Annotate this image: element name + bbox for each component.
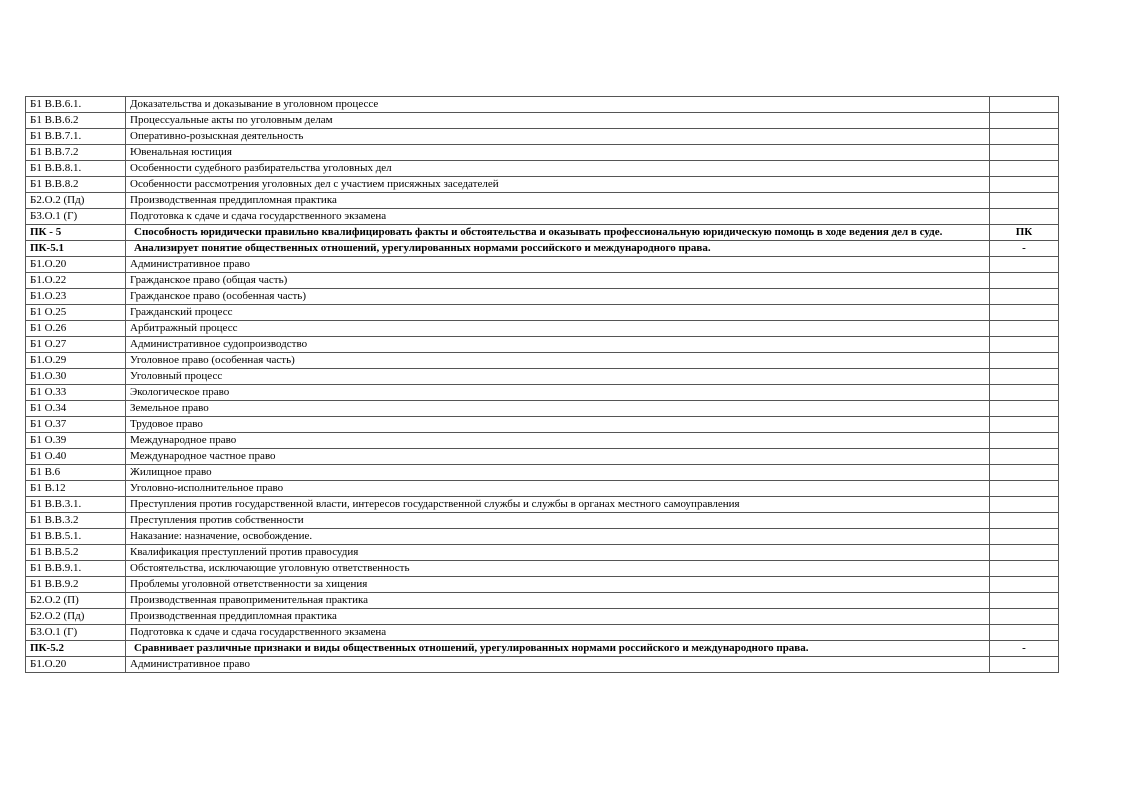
discipline-name: Международное частное право xyxy=(126,449,990,465)
table-body xyxy=(26,97,1059,673)
discipline-row xyxy=(26,449,1059,465)
discipline-name: Подготовка к сдаче и сдача государственного экзамена xyxy=(126,625,990,641)
discipline-name: Арбитражный процесс xyxy=(126,321,990,337)
mark-cell xyxy=(990,561,1059,577)
mark-cell xyxy=(990,433,1059,449)
discipline-code: Б1 О.39 xyxy=(26,433,126,449)
discipline-name: Преступления против собственности xyxy=(126,513,990,529)
competency-code: ПК-5.2 xyxy=(26,641,126,657)
discipline-code: Б1.О.20 xyxy=(26,657,126,673)
discipline-code: Б1 В.6 xyxy=(26,465,126,481)
discipline-code: Б1 О.25 xyxy=(26,305,126,321)
mark-cell: ПК xyxy=(990,225,1059,241)
mark-cell xyxy=(990,337,1059,353)
discipline-name: Обстоятельства, исключающие уголовную ответственность xyxy=(126,561,990,577)
discipline-row xyxy=(26,433,1059,449)
discipline-code: Б1.О.30 xyxy=(26,369,126,385)
discipline-row xyxy=(26,385,1059,401)
discipline-row xyxy=(26,561,1059,577)
mark-cell xyxy=(990,145,1059,161)
discipline-code: Б2.О.2 (П) xyxy=(26,593,126,609)
mark-cell xyxy=(990,353,1059,369)
discipline-code: Б1 В.В.5.1. xyxy=(26,529,126,545)
mark-cell xyxy=(990,465,1059,481)
discipline-code: Б1 В.В.8.1. xyxy=(26,161,126,177)
discipline-name: Жилищное право xyxy=(126,465,990,481)
discipline-row xyxy=(26,497,1059,513)
discipline-name: Уголовное право (особенная часть) xyxy=(126,353,990,369)
discipline-code: Б1 О.26 xyxy=(26,321,126,337)
mark-cell xyxy=(990,97,1059,113)
discipline-name: Особенности судебного разбирательства уголовных дел xyxy=(126,161,990,177)
mark-cell xyxy=(990,513,1059,529)
discipline-code: Б1 В.В.7.2 xyxy=(26,145,126,161)
discipline-code: Б1 В.В.9.1. xyxy=(26,561,126,577)
discipline-name: Административное право xyxy=(126,257,990,273)
discipline-row xyxy=(26,657,1059,673)
discipline-row xyxy=(26,209,1059,225)
discipline-row xyxy=(26,545,1059,561)
discipline-name: Преступления против государственной власти, интересов государственной службы и службы в органах местного самоуправления xyxy=(126,497,990,513)
discipline-code: Б1 В.12 xyxy=(26,481,126,497)
discipline-row xyxy=(26,609,1059,625)
competency-row xyxy=(26,641,1059,657)
discipline-code: Б1.О.20 xyxy=(26,257,126,273)
discipline-name: Проблемы уголовной ответственности за хищения xyxy=(126,577,990,593)
discipline-name: Особенности рассмотрения уголовных дел с участием присяжных заседателей xyxy=(126,177,990,193)
discipline-name: Административное судопроизводство xyxy=(126,337,990,353)
mark-cell: - xyxy=(990,641,1059,657)
discipline-row xyxy=(26,369,1059,385)
discipline-code: Б1 О.33 xyxy=(26,385,126,401)
discipline-code: Б1.О.23 xyxy=(26,289,126,305)
discipline-code: Б1 В.В.3.1. xyxy=(26,497,126,513)
mark-cell xyxy=(990,161,1059,177)
discipline-row xyxy=(26,161,1059,177)
discipline-row xyxy=(26,97,1059,113)
mark-cell xyxy=(990,401,1059,417)
discipline-name: Уголовно-исполнительное право xyxy=(126,481,990,497)
mark-cell xyxy=(990,385,1059,401)
competency-description: Анализирует понятие общественных отношений, урегулированных нормами российского и международного права. xyxy=(126,241,990,257)
mark-cell xyxy=(990,129,1059,145)
discipline-name: Производственная правоприменительная практика xyxy=(126,593,990,609)
discipline-row xyxy=(26,465,1059,481)
discipline-row xyxy=(26,145,1059,161)
discipline-code: Б1 О.37 xyxy=(26,417,126,433)
discipline-name: Производственная преддипломная практика xyxy=(126,193,990,209)
discipline-row xyxy=(26,305,1059,321)
mark-cell xyxy=(990,257,1059,273)
discipline-code: Б1 В.В.9.2 xyxy=(26,577,126,593)
discipline-code: Б1 В.В.6.1. xyxy=(26,97,126,113)
discipline-code: Б1 В.В.5.2 xyxy=(26,545,126,561)
discipline-code: Б1 О.34 xyxy=(26,401,126,417)
discipline-row xyxy=(26,417,1059,433)
discipline-code: Б3.О.1 (Г) xyxy=(26,625,126,641)
mark-cell xyxy=(990,177,1059,193)
mark-cell xyxy=(990,193,1059,209)
discipline-code: Б2.О.2 (Пд) xyxy=(26,193,126,209)
competency-code: ПК-5.1 xyxy=(26,241,126,257)
mark-cell xyxy=(990,625,1059,641)
mark-cell xyxy=(990,273,1059,289)
discipline-name: Гражданское право (особенная часть) xyxy=(126,289,990,305)
discipline-row xyxy=(26,321,1059,337)
discipline-row xyxy=(26,593,1059,609)
discipline-code: Б1 В.В.3.2 xyxy=(26,513,126,529)
mark-cell xyxy=(990,417,1059,433)
discipline-row xyxy=(26,177,1059,193)
discipline-name: Производственная преддипломная практика xyxy=(126,609,990,625)
mark-cell xyxy=(990,113,1059,129)
discipline-row xyxy=(26,289,1059,305)
discipline-code: Б1 В.В.7.1. xyxy=(26,129,126,145)
discipline-code: Б1.О.29 xyxy=(26,353,126,369)
discipline-name: Оперативно-розыскная деятельность xyxy=(126,129,990,145)
discipline-row xyxy=(26,401,1059,417)
discipline-name: Гражданский процесс xyxy=(126,305,990,321)
mark-cell xyxy=(990,369,1059,385)
discipline-row xyxy=(26,273,1059,289)
discipline-name: Земельное право xyxy=(126,401,990,417)
discipline-name: Наказание: назначение, освобождение. xyxy=(126,529,990,545)
mark-cell: - xyxy=(990,241,1059,257)
mark-cell xyxy=(990,209,1059,225)
mark-cell xyxy=(990,305,1059,321)
mark-cell xyxy=(990,545,1059,561)
mark-cell xyxy=(990,593,1059,609)
discipline-name: Трудовое право xyxy=(126,417,990,433)
mark-cell xyxy=(990,481,1059,497)
discipline-code: Б3.О.1 (Г) xyxy=(26,209,126,225)
discipline-code: Б1 О.27 xyxy=(26,337,126,353)
mark-cell xyxy=(990,497,1059,513)
discipline-row xyxy=(26,513,1059,529)
mark-cell xyxy=(990,609,1059,625)
discipline-name: Подготовка к сдаче и сдача государственного экзамена xyxy=(126,209,990,225)
discipline-name: Уголовный процесс xyxy=(126,369,990,385)
competency-code: ПК - 5 xyxy=(26,225,126,241)
discipline-name: Административное право xyxy=(126,657,990,673)
mark-cell xyxy=(990,321,1059,337)
discipline-row xyxy=(26,577,1059,593)
discipline-name: Процессуальные акты по уголовным делам xyxy=(126,113,990,129)
discipline-row xyxy=(26,129,1059,145)
discipline-row xyxy=(26,337,1059,353)
discipline-name: Доказательства и доказывание в уголовном процессе xyxy=(126,97,990,113)
mark-cell xyxy=(990,449,1059,465)
competency-description: Сравнивает различные признаки и виды общественных отношений, урегулированных нормами российского и международного права. xyxy=(126,641,990,657)
discipline-row xyxy=(26,529,1059,545)
discipline-name: Квалификация преступлений против правосудия xyxy=(126,545,990,561)
competency-row xyxy=(26,241,1059,257)
discipline-row xyxy=(26,257,1059,273)
discipline-name: Международное право xyxy=(126,433,990,449)
discipline-row xyxy=(26,113,1059,129)
discipline-code: Б1 В.В.6.2 xyxy=(26,113,126,129)
discipline-code: Б2.О.2 (Пд) xyxy=(26,609,126,625)
mark-cell xyxy=(990,657,1059,673)
discipline-code: Б1.О.22 xyxy=(26,273,126,289)
competency-description: Способность юридически правильно квалифицировать факты и обстоятельства и оказывать профессиональную юридическую помощь в ходе ведения дел в суде. xyxy=(126,225,990,241)
discipline-row xyxy=(26,193,1059,209)
discipline-row xyxy=(26,625,1059,641)
mark-cell xyxy=(990,289,1059,305)
mark-cell xyxy=(990,529,1059,545)
competency-row xyxy=(26,225,1059,241)
discipline-code: Б1 В.В.8.2 xyxy=(26,177,126,193)
discipline-name: Гражданское право (общая часть) xyxy=(126,273,990,289)
discipline-row xyxy=(26,481,1059,497)
discipline-row xyxy=(26,353,1059,369)
competency-discipline-table xyxy=(25,96,1059,673)
mark-cell xyxy=(990,577,1059,593)
discipline-code: Б1 О.40 xyxy=(26,449,126,465)
discipline-name: Экологическое право xyxy=(126,385,990,401)
discipline-name: Ювенальная юстиция xyxy=(126,145,990,161)
